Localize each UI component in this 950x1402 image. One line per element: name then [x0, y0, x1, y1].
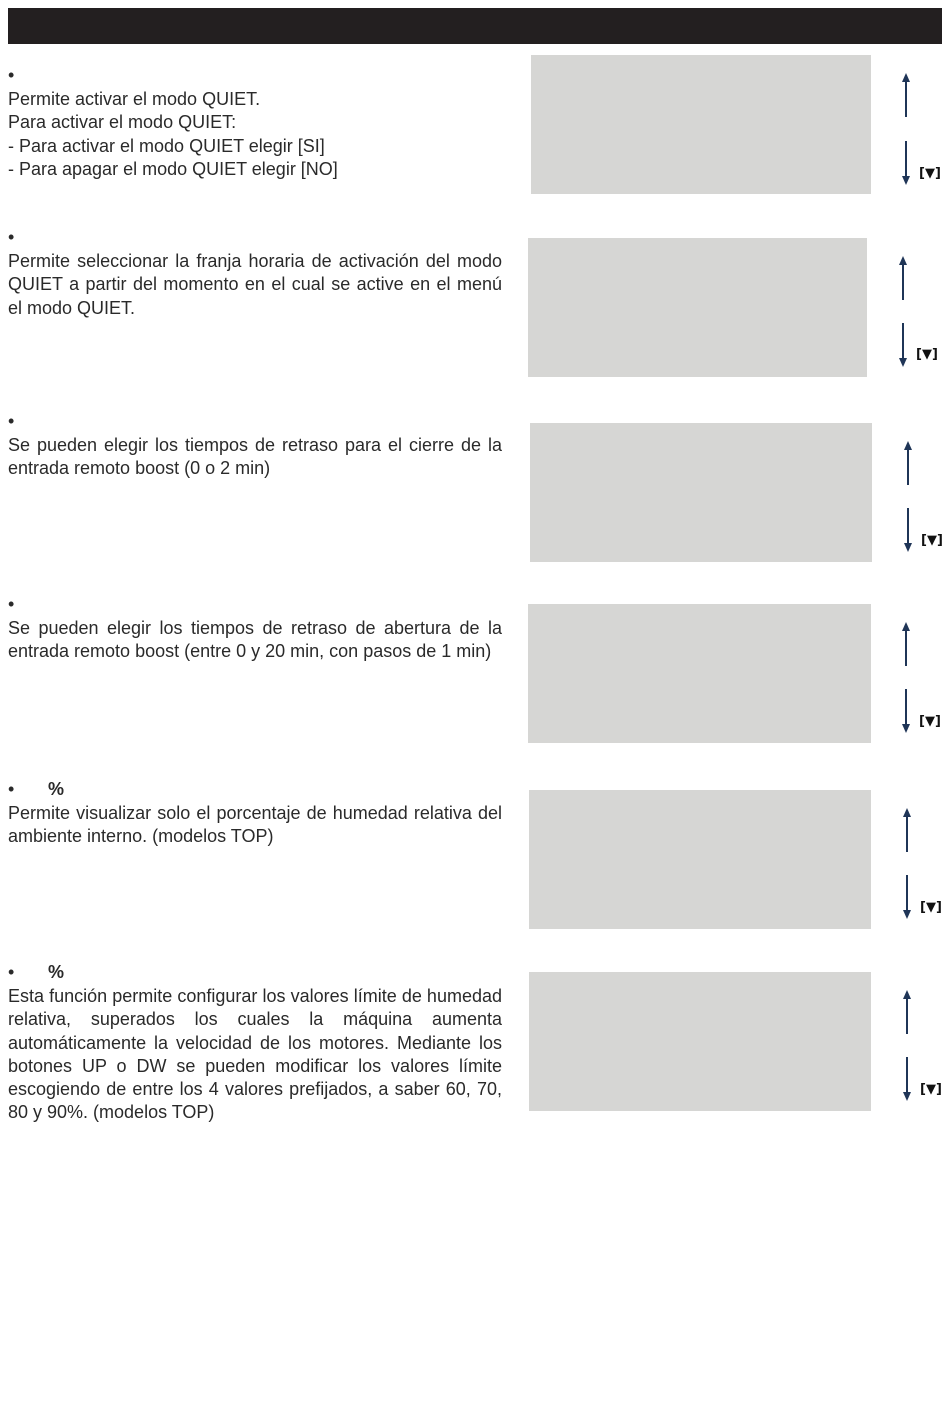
- down-arrow-icon: [904, 508, 912, 552]
- up-arrow-icon: [903, 808, 911, 852]
- section-boost-open-delay: [0, 594, 950, 749]
- bullet-line: [8, 411, 48, 431]
- bullet-line: [8, 779, 64, 799]
- section-text: Permite visualizar solo el porcentaje de humedad relativa del ambiente interno. (modelos TOP): [8, 803, 502, 847]
- section-humidity-limits: [0, 962, 950, 1132]
- down-key-label: [▼]: [919, 714, 941, 729]
- text-line: Permite activar el modo QUIET.: [8, 89, 261, 109]
- down-arrow-icon: [899, 323, 907, 367]
- display-screen: [531, 55, 871, 194]
- bullet: •: [8, 411, 15, 431]
- section-boost-close-delay: [0, 411, 950, 566]
- section-text: Se pueden elegir los tiempos de retraso para el cierre de la entrada remoto boost (0 o 2 min): [8, 435, 502, 479]
- display-screen: [530, 423, 872, 562]
- section-humidity-display: [0, 779, 950, 934]
- bullet-line: [8, 227, 48, 247]
- bullet-line: [8, 962, 64, 982]
- down-arrow-icon: [902, 141, 910, 185]
- down-key-label: [▼]: [920, 900, 942, 915]
- display-screen: [528, 604, 871, 743]
- section-quiet-schedule: [0, 227, 950, 377]
- down-key-label: [▼]: [920, 1082, 942, 1097]
- bullet: •: [8, 227, 15, 247]
- bullet: •: [8, 65, 15, 85]
- display-screen: [529, 972, 871, 1111]
- section-text: Se pueden elegir los tiempos de retraso de abertura de la entrada remoto boost (entre 0 y 20 min, con pasos de 1 min): [8, 618, 502, 662]
- text-line: Para activar el modo QUIET:: [8, 112, 237, 133]
- section-text: Esta función permite configurar los valores límite de humedad relativa, superados los cuales la máquina aumenta automáticamente la velocidad de los motores. Mediante los botones UP o DW se pueden modificar los valores límite escogiendo de entre los 4 valores prefijados, a saber 60, 70, 80 y 90%. (modelos TOP): [8, 986, 502, 1123]
- up-arrow-icon: [904, 441, 912, 485]
- down-arrow-icon: [903, 875, 911, 919]
- section-text: Permite seleccionar la franja horaria de activación del modo QUIET a partir del momento en el cual se active en el menú el modo QUIET.: [8, 251, 502, 318]
- percent-symbol: %: [48, 779, 65, 799]
- down-key-label: [▼]: [921, 533, 943, 548]
- down-arrow-icon: [903, 1057, 911, 1101]
- bullet: •: [8, 962, 15, 982]
- down-key-label: [▼]: [916, 347, 938, 362]
- up-arrow-icon: [902, 73, 910, 117]
- down-arrow-icon: [902, 689, 910, 733]
- up-arrow-icon: [899, 256, 907, 300]
- percent-symbol: %: [48, 962, 65, 982]
- display-screen: [528, 238, 867, 377]
- display-screen: [529, 790, 871, 929]
- bullet: •: [8, 594, 15, 614]
- bullet-line: [8, 65, 48, 85]
- text-line: - Para activar el modo QUIET elegir [SI]: [8, 135, 325, 156]
- bullet: •: [8, 779, 15, 799]
- header-bar: [8, 8, 942, 44]
- section-text: [8, 88, 502, 181]
- bullet-line: [8, 594, 48, 614]
- up-arrow-icon: [902, 622, 910, 666]
- section-quiet-mode: [0, 65, 950, 205]
- down-key-label: [▼]: [919, 166, 941, 181]
- up-arrow-icon: [903, 990, 911, 1034]
- text-line: - Para apagar el modo QUIET elegir [NO]: [8, 158, 338, 179]
